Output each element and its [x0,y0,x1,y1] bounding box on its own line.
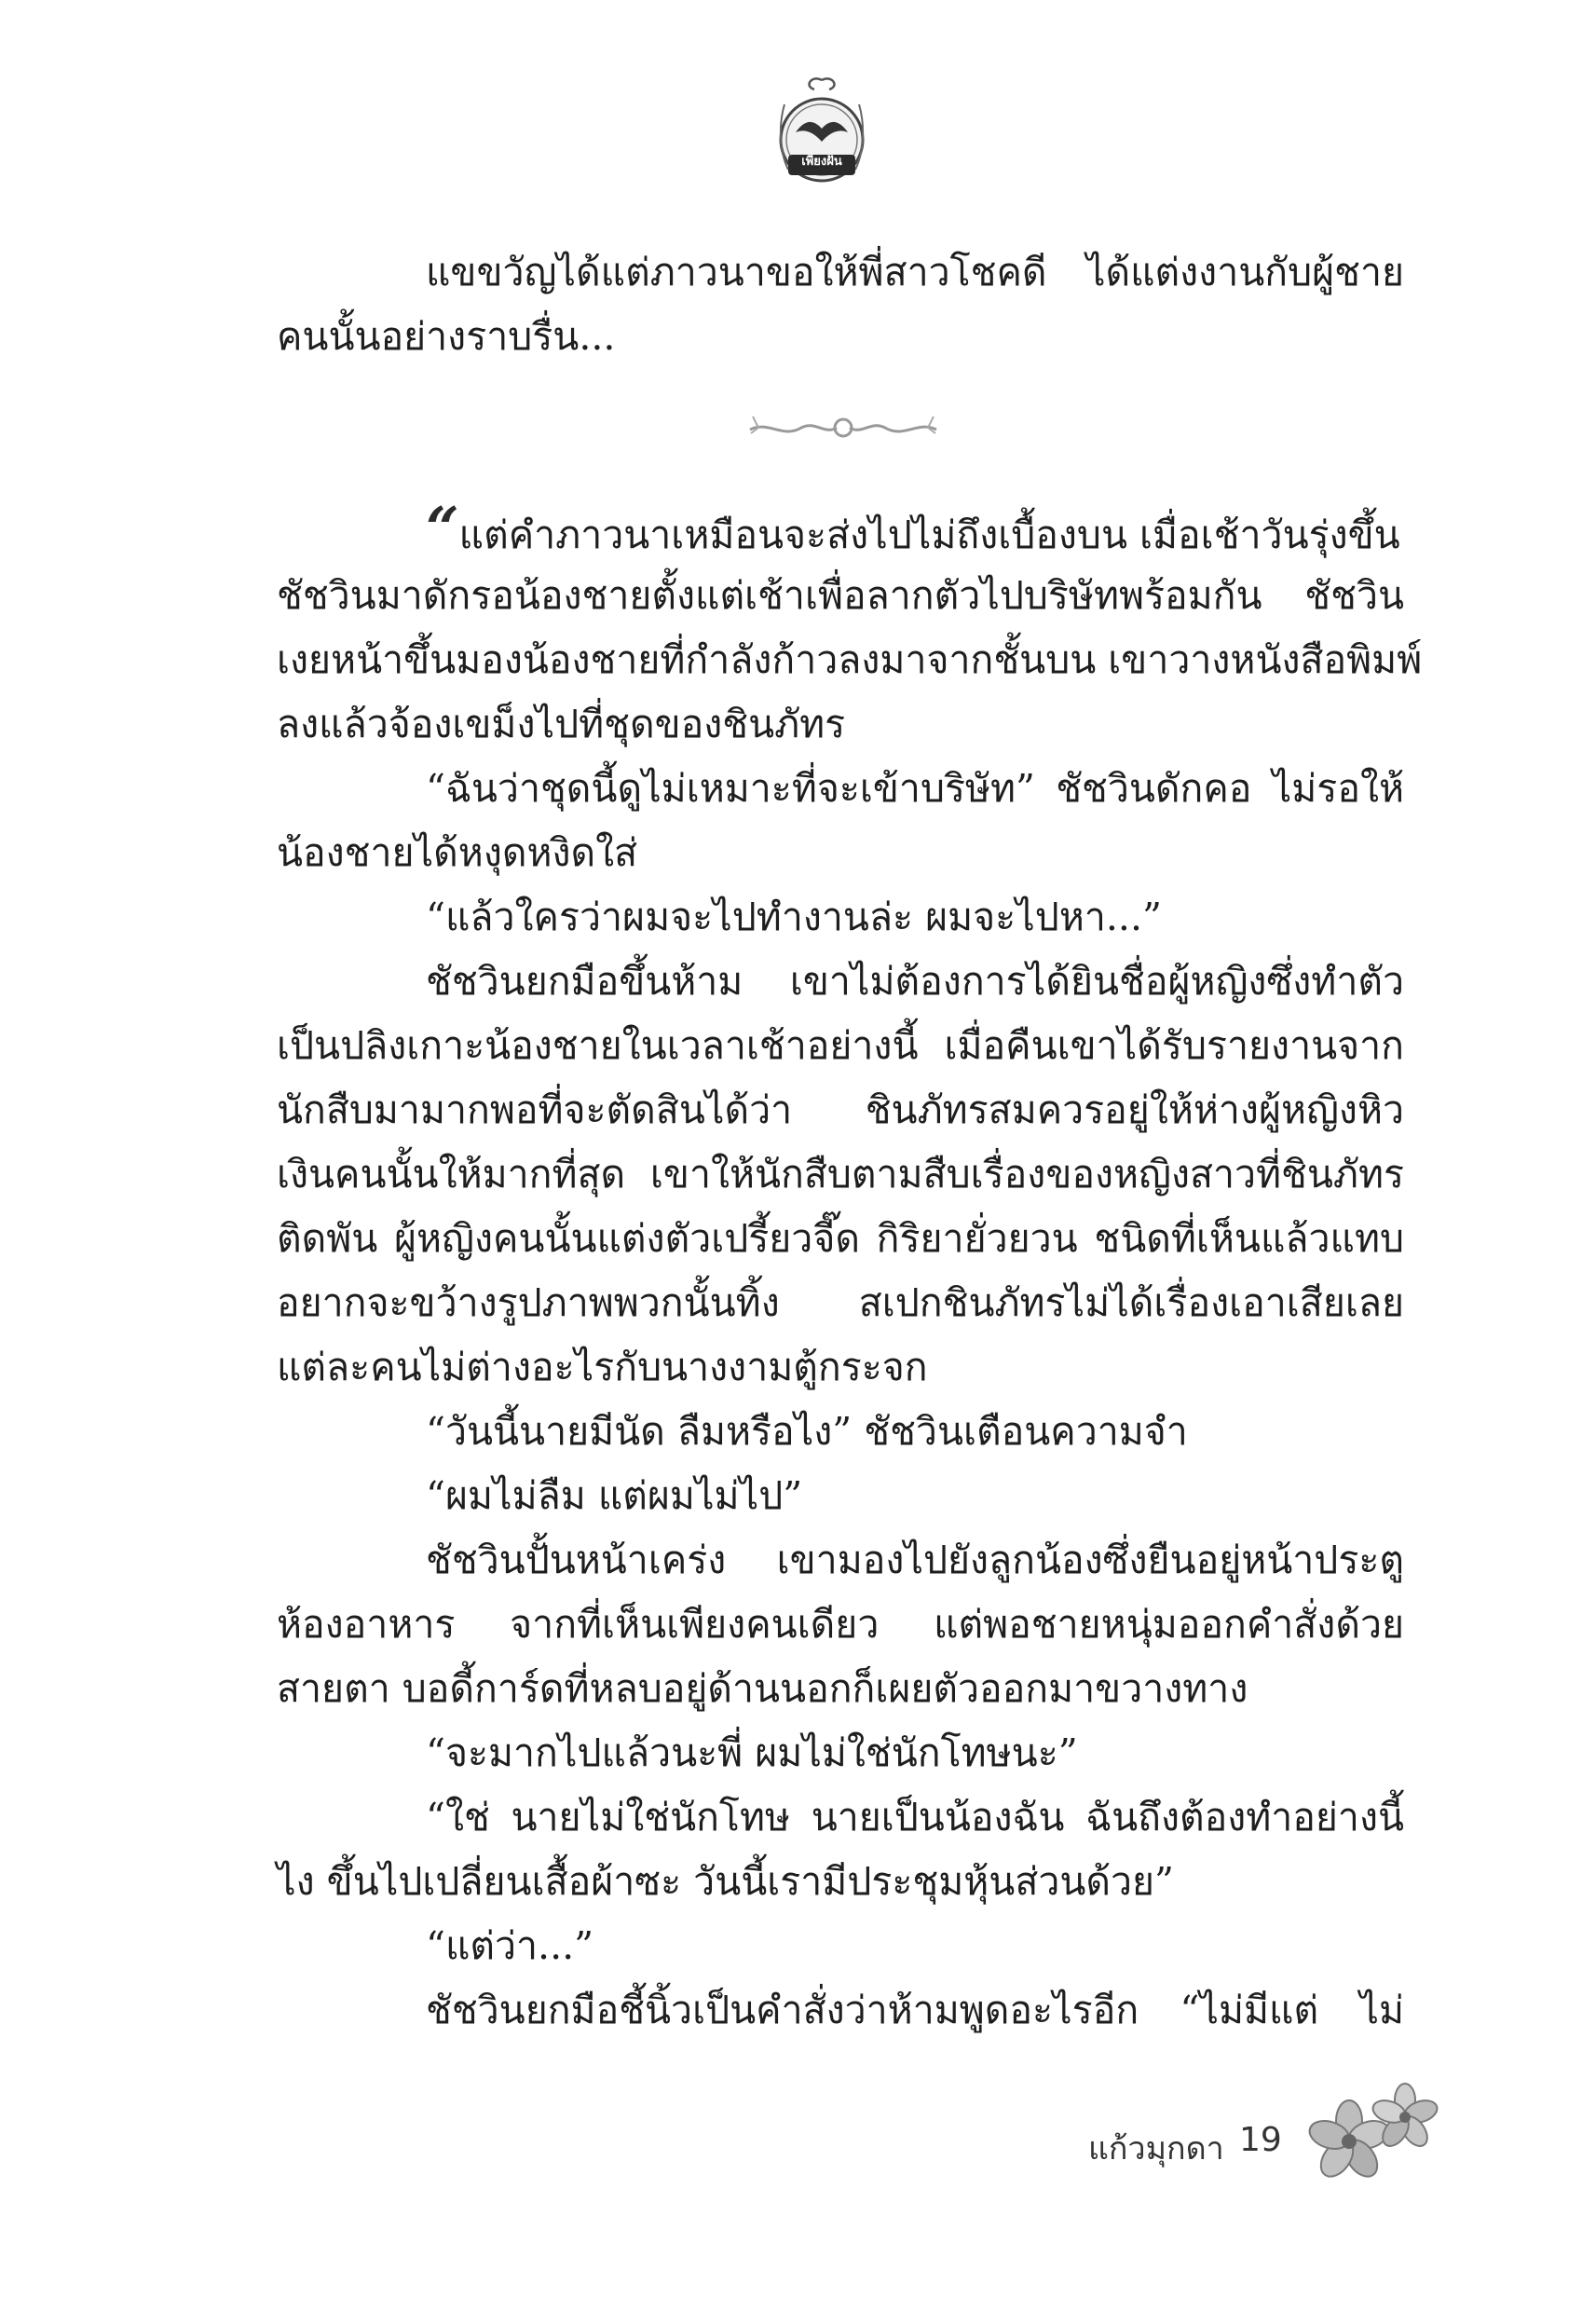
body-line: เงยหน้าขึ้นมองน้องชายที่กำลังก้าวลงมาจากชั้นบน เขาวางหนังสือพิมพ์ [277,637,1423,682]
body-line: ติดพัน ผู้หญิงคนนั้นแต่งตัวเปรี้ยวจี๊ด กิริยายั่วยวน ชนิดที่เห็นแล้วแทบ [277,1216,1404,1261]
body-line: “ใช่ นายไม่ใช่นักโทษ นายเป็นน้องฉัน ฉันถึงต้องทำอย่างนี้ [426,1795,1404,1839]
body-line: แต่ละคนไม่ต่างอะไรกับนางงามตู้กระจก [277,1345,928,1389]
drop-cap-letter: แ [458,513,484,557]
body-line: ไง ขึ้นไปเปลี่ยนเสื้อผ้าซะ วันนี้เรามีประชุมหุ้นส่วนด้วย” [277,1859,1175,1904]
footer-page-number: 19 [1239,2121,1282,2159]
body-line: ชัชวินยกมือชี้นิ้วเป็นคำสั่งว่าห้ามพูดอะไรอีก “ไม่มีแต่ ไม่ [426,1988,1404,2032]
body-line: ชัชวินมาดักรอน้องชายตั้งแต่เช้าเพื่อลากตัวไปบริษัทพร้อมกัน ชัชวิน [277,573,1404,618]
body-line: อยากจะขว้างรูปภาพพวกนั้นทิ้ง สเปกชินภัทรไม่ได้เรื่องเอาเสียเลย [277,1280,1404,1325]
body-line: ชัชวินปั้นหน้าเคร่ง เขามองไปยังลูกน้องซึ่งยืนอยู่หน้าประตู [426,1538,1404,1582]
body-line: เป็นปลิงเกาะน้องชายในเวลาเช้าอย่างนี้ เมื่อคืนเขาได้รับรายงานจาก [277,1023,1404,1068]
section-divider-ornament [745,407,941,448]
flower-decoration [1304,2069,1444,2190]
body-line: “วันนี้นายมีนัด ลืมหรือไง” ชัชวินเตือนความจำ [426,1409,1188,1454]
flower-icon [1304,2069,1444,2190]
body-line: “ผมไม่ลืม แต่ผมไม่ไป” [426,1473,803,1518]
body-line: เงินคนนั้นให้มากที่สุด เขาให้นักสืบตามสืบเรื่องของหญิงสาวที่ชินภัทร [277,1152,1404,1197]
body-line: “ฉันว่าชุดนี้ดูไม่เหมาะที่จะเข้าบริษัท” ชัชวินดักคอ ไม่รอให้ [426,766,1404,811]
body-line: “แต่ว่า...” [426,1923,594,1968]
emblem-text: เพียงฝัน [801,155,842,169]
flourish-icon [745,407,941,448]
body-line: น้องชายได้หงุดหงิดใส่ [277,830,638,875]
body-line: สายตา บอดี้การ์ดที่หลบอยู่ด้านนอกก็เผยตัวออกมาขวางทาง [277,1666,1248,1711]
body-line: ชัชวินยกมือขึ้นห้าม เขาไม่ต้องการได้ยินชื่อผู้หญิงซึ่งทำตัว [426,959,1404,1004]
emblem-icon [775,76,868,193]
first-paragraph-line [426,494,1404,564]
body-line: ห้องอาหาร จากที่เห็นเพียงคนเดียว แต่พอชายหนุ่มออกคำสั่งด้วย [277,1602,1404,1647]
first-line-text: ต่คำภาวนาเหมือนจะส่งไปไม่ถึงเบื้องบน เมื่อเช้าวันรุ่งขึ้น [484,513,1400,557]
footer-book-title: แก้วมุกดา [1088,2130,1224,2167]
body-line: นักสืบมามากพอที่จะตัดสินได้ว่า ชินภัทรสมควรอยู่ให้ห่างผู้หญิงหิว [277,1087,1404,1132]
body-line: “จะมากไปแล้วนะพี่ ผมไม่ใช่นักโทษนะ” [426,1730,1078,1775]
drop-cap-quote: “ [426,494,456,562]
paragraph-line: คนนั้นอย่างราบรื่น... [277,314,616,359]
chapter-emblem [775,76,868,193]
body-line: “แล้วใครว่าผมจะไปทำงานล่ะ ผมจะไปหา...” [426,895,1162,939]
body-line: ลงแล้วจ้องเขม็งไปที่ชุดของชินภัทร [277,702,846,746]
paragraph-line: แขขวัญได้แต่ภาวนาขอให้พี่สาวโชคดี ได้แต่งงานกับผู้ชาย [426,250,1404,294]
